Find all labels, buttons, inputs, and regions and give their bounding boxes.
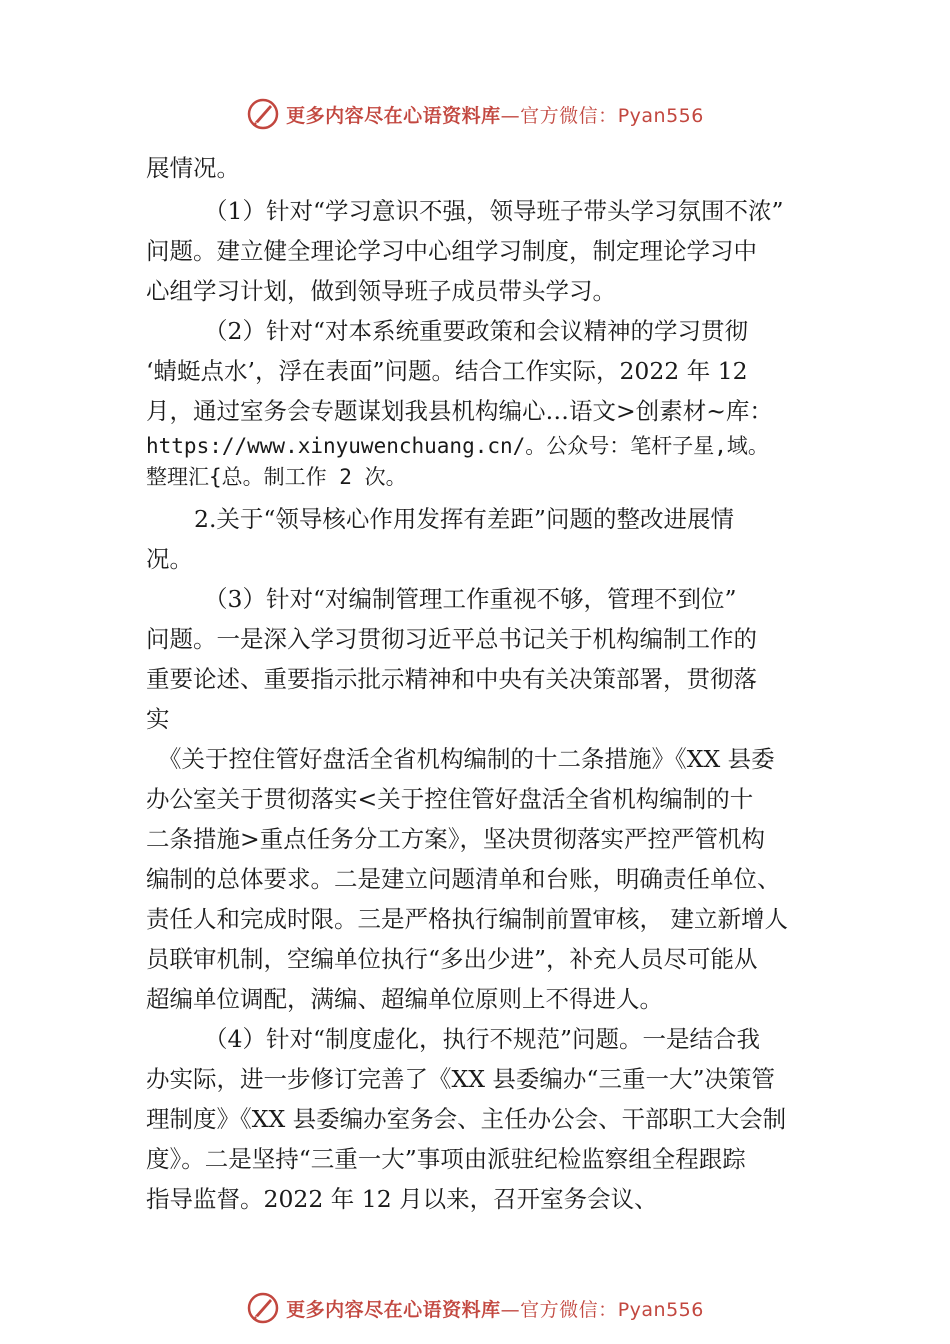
banner-text: [286, 1295, 704, 1322]
text-line: （3）针对“对编制管理工作重视不够，管理不到位”: [204, 585, 737, 613]
text-line: 二条措施>重点任务分工方案》，坚决贯彻落实严控严管机构: [146, 825, 765, 853]
brand-text: 更多内容尽在心语资料库: [286, 104, 501, 127]
text-line: 度》。二是坚持“三重一大”事项由派驻纪检监察组全程跟踪: [146, 1145, 746, 1173]
text-line: 心组学习计划，做到领导班子成员带头学习。: [146, 277, 616, 305]
text-line: 2.关于“领导核心作用发挥有差距”问题的整改进展情: [194, 505, 734, 533]
text-line: （2）针对“对本系统重要政策和会议精神的学习贯彻: [204, 317, 748, 345]
text-line: 指导监督。2022 年 12 月以来，召开室务会议、: [146, 1185, 658, 1213]
text-line: 办公室关于贯彻落实<关于控住管好盘活全省机构编制的十: [146, 785, 754, 813]
header-banner: [0, 94, 950, 134]
banner-separator: —: [500, 1298, 521, 1321]
text-line: ‘蜻蜓点水’，浮在表面”问题。结合工作实际，2022 年 12: [146, 357, 748, 385]
text-line: 况。: [146, 545, 193, 573]
text-line: （4）针对“制度虚化，执行不规范”问题。一是结合我: [204, 1025, 760, 1053]
banner-text: [286, 101, 704, 128]
text-line: 重要论述、重要指示批示精神和中央有关决策部署，贯彻落: [146, 665, 757, 693]
brand-text: 更多内容尽在心语资料库: [286, 1298, 501, 1321]
banner-separator: —: [500, 104, 521, 127]
text-line: 理制度》《XX 县委编办室务会、主任办公会、干部职工大会制: [146, 1105, 787, 1133]
quill-pen-icon: [246, 1291, 280, 1325]
wechat-label: 官方微信：: [520, 1298, 618, 1321]
text-line: 问题。建立健全理论学习中心组学习制度，制定理论学习中: [146, 237, 757, 265]
text-line: https://www.xinyuwenchuang.cn/。公众号：笔杆子星,域。: [146, 434, 769, 458]
wechat-id: Pyan556: [617, 104, 704, 127]
text-line: 办实际，进一步修订完善了《XX 县委编办“三重一大”决策管: [146, 1065, 775, 1093]
text-line: 问题。一是深入学习贯彻习近平总书记关于机构编制工作的: [146, 625, 757, 653]
text-line: 展情况。: [146, 154, 240, 182]
document-body: [146, 148, 810, 1219]
text-line: 《关于控住管好盘活全省机构编制的十二条措施》《XX 县委: [158, 745, 775, 773]
text-line: 实: [146, 705, 170, 733]
wechat-id: Pyan556: [617, 1298, 704, 1321]
wechat-label: 官方微信：: [520, 104, 618, 127]
text-line: 整理汇{总。制工作 2 次。: [146, 465, 407, 489]
text-line: 责任人和完成时限。三是严格执行编制前置审核， 建立新增人: [146, 905, 788, 933]
text-line: 员联审机制，空编单位执行“多出少进”，补充人员尽可能从: [146, 945, 758, 973]
footer-banner: [0, 1288, 950, 1328]
quill-pen-icon: [246, 97, 280, 131]
text-line: 超编单位调配，满编、超编单位原则上不得进人。: [146, 985, 663, 1013]
text-line: （1）针对“学习意识不强，领导班子带头学习氛围不浓”: [204, 197, 784, 225]
text-line: 编制的总体要求。二是建立问题清单和台账，明确责任单位、: [146, 865, 781, 893]
text-line: 月，通过室务会专题谋划我县机构编心…语文>创素材~库：: [146, 397, 773, 425]
